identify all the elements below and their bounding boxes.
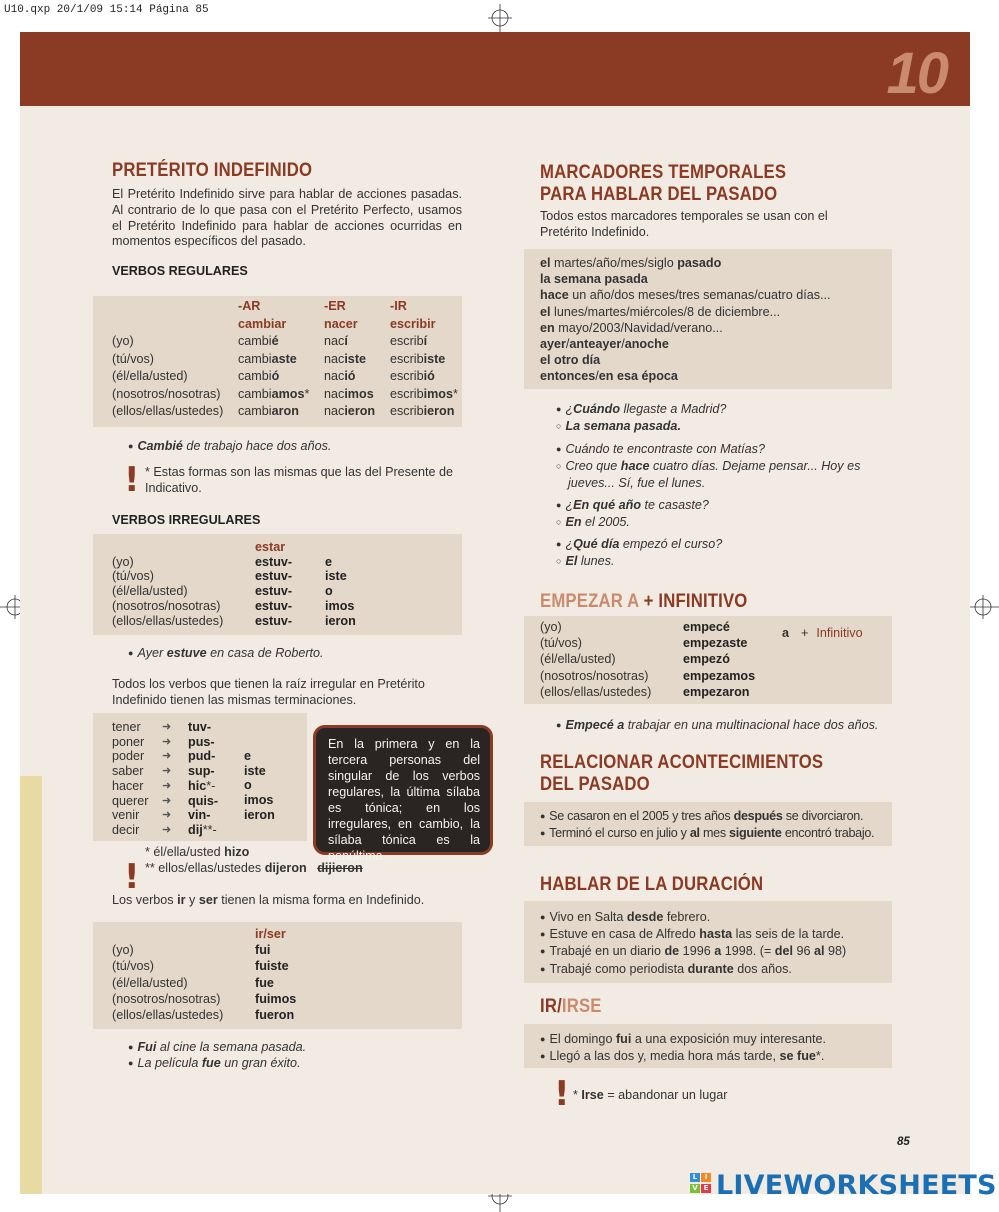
person: (él/ella/usted) [112, 369, 188, 383]
empezar-table [540, 619, 755, 700]
relacionar-list [540, 808, 874, 842]
table-row: (él/ella/usted) estuv- o [112, 584, 333, 599]
dialogue-3: ● ¿En qué año te casaste? ○ En el 2005. [556, 497, 886, 531]
table-row: (tú/vos) estuv- iste [112, 569, 347, 584]
marcadores-list [540, 255, 831, 385]
person: (tú/vos) [112, 351, 154, 366]
list-item: ● Terminó el curso en julio y al mes siguiente encontró trabajo. [540, 825, 874, 842]
table-row: (nosotros/nosotras) estuv- imos [112, 598, 355, 613]
relacionar-title-line2: DEL PASADO [540, 774, 650, 795]
person: (ellos/ellas/ustedes) [112, 404, 224, 418]
list-item: en mayo/2003/Navidad/verano... [540, 320, 723, 335]
table-row: (nosotros/nosotras) fuimos [112, 991, 297, 1006]
irse-note: * Irse = abandonar un lugar [573, 1088, 728, 1102]
table-row: (él/ella/usted) cambió nació escribió [112, 368, 470, 386]
duracion-list [540, 909, 846, 978]
marcadores-title-line2: PARA HABLAR DEL PASADO [540, 184, 778, 205]
header-ar: -AR [238, 299, 261, 313]
warning-icon: ! [554, 1074, 570, 1114]
marcadores-title-line1: MARCADORES TEMPORALES [540, 162, 787, 183]
list-item: saber ➜ sup- [112, 764, 215, 779]
page-number: 85 [897, 1136, 910, 1148]
regulares-table [112, 298, 470, 421]
table-row: (nosotros/nosotras) cambiamos* nacimos escribimos* [112, 386, 470, 404]
dialogue-4: ● ¿Qué día empezó el curso? ○ El lunes. [556, 536, 886, 570]
table-row: (tú/vos) fuiste [112, 959, 289, 974]
chapter-number: 10 [886, 41, 947, 106]
preterito-intro: El Pretérito Indefinido sirve para hablar de acciones pasadas. Al contrario de lo que pasa con el Pretérito Perfecto, usamos el Pretérito Indefinido para hablar de acciones ocurridas en momentos específicos del pasado. [112, 187, 462, 249]
table-row: (tú/vos) cambiaste naciste escribiste [112, 351, 470, 369]
irregular-roots-table [112, 720, 218, 838]
list-item: el martes/año/mes/siglo pasado [540, 256, 722, 270]
estar-example: ● Ayer estuve en casa de Roberto. [128, 645, 324, 662]
estar-header: estar [255, 540, 286, 554]
irregulares-title: VERBOS IRREGULARES [112, 513, 261, 527]
list-item: ayer/anteayer/anoche [540, 337, 669, 352]
header-er: -ER [324, 299, 346, 313]
list-item: ● Estuve en casa de Alfredo hasta las seis de la tarde. [540, 926, 846, 943]
empezar-example: ● Empecé a trabajar en una multinacional hace dos años. [556, 717, 878, 734]
person: (yo) [112, 334, 134, 348]
list-item: ● Se casaron en el 2005 y tres años después se divorciaron. [540, 808, 874, 825]
table-row: (ellos/ellas/ustedes) fueron [112, 1008, 295, 1023]
irregular-roots-text: Todos los verbos que tienen la raíz irregular en Pretérito Indefinido tienen las mismas terminaciones. [112, 677, 425, 707]
list-item: venir ➜ vin- [112, 808, 211, 823]
dialogue-1: ● ¿Cuándo llegaste a Madrid? ○ La semana pasada. [556, 401, 886, 435]
table-row: (yo) fui [112, 943, 271, 958]
list-item: querer ➜ quis- [112, 793, 219, 808]
chapter-band [20, 32, 970, 106]
irser-header: ir/ser [255, 927, 286, 941]
list-item: ● Vivo en Salta desde febrero. [540, 909, 846, 926]
regulares-example: ● Cambié de trabajo hace dos años. [128, 438, 331, 455]
verb-escribir: escribir [390, 316, 436, 331]
regulares-title: VERBOS REGULARES [112, 264, 248, 278]
table-row: (yo) cambié nací escribí [112, 333, 470, 351]
list-item: tener ➜ tuv- [112, 720, 212, 734]
table-row: (yo) empecé [540, 620, 730, 634]
liveworksheets-text: LIVEWORKSHEETS [716, 1170, 997, 1201]
list-item: el otro día [540, 353, 601, 368]
list-item: ● El domingo fui a una exposición muy interesante. [540, 1031, 826, 1048]
irser-example-1: ● Fui al cine la semana pasada. [128, 1039, 306, 1056]
irse-list [540, 1031, 826, 1065]
empezar-title: EMPEZAR A + INFINITIVO [540, 591, 748, 612]
list-item: ● Trabajé como periodista durante dos años. [540, 961, 846, 978]
duracion-title: HABLAR DE LA DURACIÓN [540, 874, 764, 895]
empezar-formula: a + Infinitivo [782, 626, 863, 640]
table-row: (ellos/ellas/ustedes) estuv- ieron [112, 613, 356, 628]
estar-table [112, 540, 356, 628]
warning-icon: ! [124, 460, 140, 500]
crop-mark-right [966, 590, 999, 624]
list-item: decir ➜ dij **- [112, 822, 217, 837]
irser-example-2: ● La película fue un gran éxito. [128, 1055, 301, 1072]
relacionar-title-line1: RELACIONAR ACONTECIMIENTOS [540, 752, 824, 773]
irregular-endings: e iste o imos ieron [244, 749, 275, 822]
footnote-hizo: * él/ella/usted hizo [145, 845, 250, 859]
irse-title: IR/IRSE [540, 996, 602, 1017]
list-item: hacer ➜ hic *- [112, 778, 216, 793]
preterito-title: PRETÉRITO INDEFINIDO [112, 160, 313, 181]
table-row: (él/ella/usted) fue [112, 975, 274, 990]
crop-mark-top [478, 4, 522, 32]
left-color-strip [20, 776, 42, 1194]
verb-cambiar: cambiar [238, 316, 287, 331]
table-row: (yo) estuv- e [112, 554, 333, 569]
list-item: ● Llegó a las dos y, media hora más tarde, se fue*. [540, 1048, 826, 1065]
list-item: el lunes/martes/miércoles/8 de diciembre... [540, 304, 781, 319]
list-item: la semana pasada [540, 272, 648, 287]
irser-text: Los verbos ir y ser tienen la misma forma en Indefinido. [112, 893, 425, 907]
warning-icon: ! [124, 857, 140, 897]
table-row: (él/ella/usted) empezó [540, 652, 730, 667]
dialogue-2: ● Cuándo te encontraste con Matías? ○ Creo que hace cuatro días. Dejame pensar... Hoy es jueves... Sí, fue el lunes. [556, 441, 886, 491]
verb-nacer: nacer [324, 316, 358, 331]
list-item: entonces/en esa época [540, 369, 678, 384]
regulares-note: * Estas formas son las mismas que las del Presente de Indicativo. [145, 465, 453, 495]
list-item: hace un año/dos meses/tres semanas/cuatro días... [540, 288, 831, 303]
print-header: U10.qxp 20/1/09 15:14 Página 85 [4, 4, 209, 16]
liveworksheets-icon: L I V E [690, 1171, 712, 1201]
irser-table [112, 926, 296, 1023]
footnote-dijeron: ** ellos/ellas/ustedes dijeron dijieron [145, 861, 363, 875]
list-item: ● Trabajé en un diario de 1996 a 1998. (= del 96 al 98) [540, 943, 846, 960]
person: (nosotros/nosotras) [112, 386, 221, 401]
list-item: poder ➜ pud- [112, 749, 216, 764]
table-row: (ellos/ellas/ustedes) empezaron [540, 684, 750, 699]
table-row: (ellos/ellas/ustedes) cambiaron nacieron escribieron [112, 403, 470, 421]
marcadores-intro: Todos estos marcadores temporales se usan con el Pretérito Indefinido. [540, 209, 828, 239]
table-row: (tú/vos) empezaste [540, 636, 748, 651]
liveworksheets-logo[interactable] [690, 1170, 997, 1201]
table-row: (nosotros/nosotras) empezamos [540, 668, 756, 683]
list-item: poner ➜ pus- [112, 734, 215, 749]
header-ir: -IR [390, 299, 407, 313]
stress-note-box: En la primera y en la tercera personas del singular de los verbos regulares, la última sílaba es tónica; en los irregulares, en cambio, la sílaba tónica es la penúltima. [313, 725, 493, 855]
